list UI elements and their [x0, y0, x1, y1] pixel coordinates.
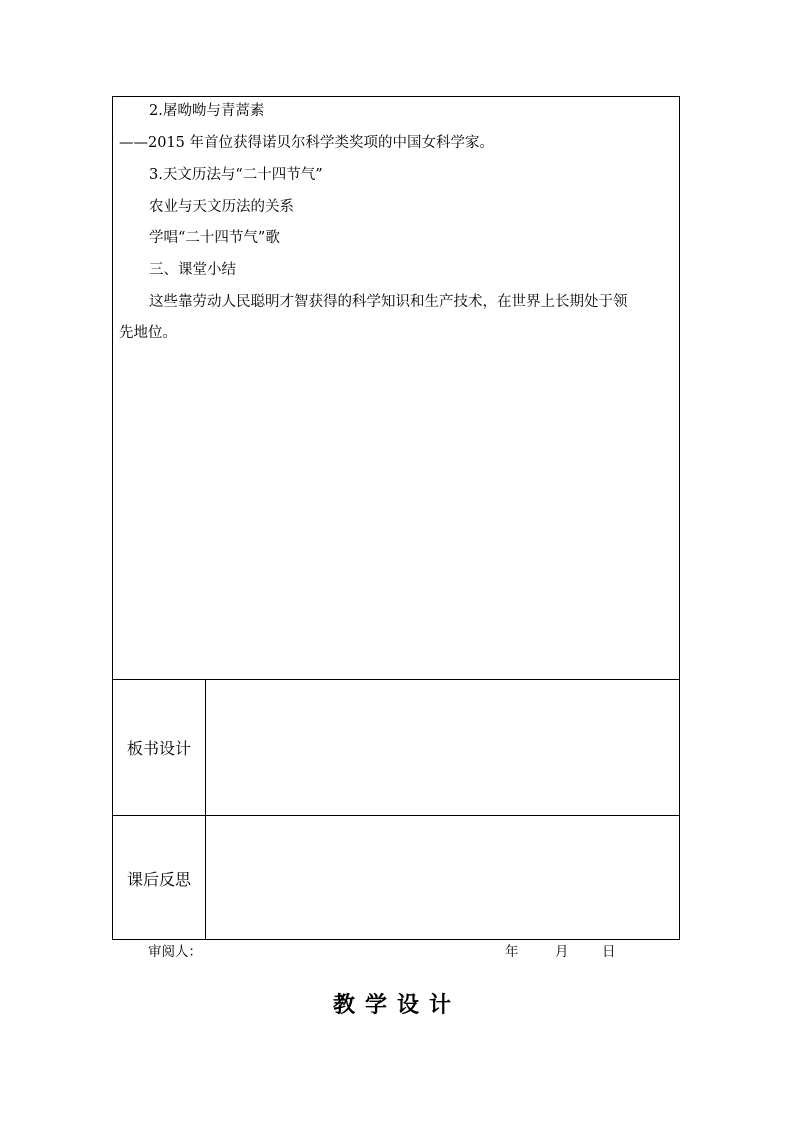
- reflection-label: 课后反思: [113, 816, 206, 940]
- content-line: 先地位。: [119, 325, 177, 341]
- board-design-row: [113, 680, 679, 816]
- content-line: 这些靠劳动人民聪明才智获得的科学知识和生产技术，在世界上长期处于领: [149, 294, 628, 310]
- year-label: 年: [505, 944, 519, 960]
- page-title: 教学设计: [332, 992, 461, 1018]
- content-line: 2.屠呦呦与青蒿素: [149, 103, 265, 119]
- content-line: 学唱“二十四节气”歌: [149, 230, 280, 246]
- content-line: 农业与天文历法的关系: [149, 199, 294, 215]
- day-label: 日: [602, 944, 616, 960]
- board-design-cell: [206, 680, 679, 815]
- month-label: 月: [555, 944, 569, 960]
- section-heading: 三、课堂小结: [149, 262, 236, 278]
- lesson-content-cell: [113, 97, 679, 680]
- content-line: 3.天文历法与“二十四节气”: [149, 167, 323, 183]
- content-line: ——2015 年首位获得诺贝尔科学类奖项的中国女科学家。: [119, 135, 495, 151]
- reflection-row: [113, 816, 679, 940]
- lesson-plan-table: [112, 96, 680, 940]
- reviewer-label: 审阅人：: [148, 944, 202, 960]
- board-design-label: 板书设计: [113, 680, 206, 815]
- reflection-cell: [206, 816, 679, 940]
